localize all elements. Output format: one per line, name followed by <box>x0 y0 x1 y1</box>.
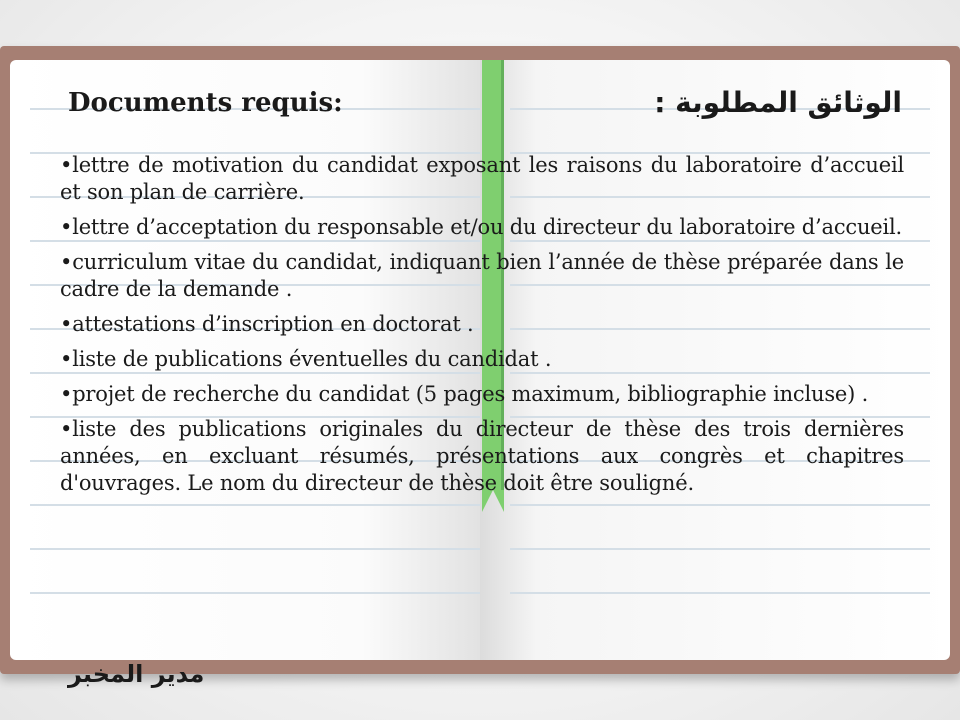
page-title-french: Documents requis: <box>68 88 343 118</box>
list-item: • lettre de motivation du candidat exposant les raisons du laboratoire d’accueil et son plan de carrière. <box>60 152 904 206</box>
ruled-line <box>510 592 930 594</box>
signature-lab-director: مدير المخبر <box>68 660 205 688</box>
list-item: • liste des publications originales du directeur de thèse des trois dernières années, en excluant résumés, présentations aux congrès et chapitres d'ouvrages. Le nom du directeur de thèse doit être souligné. <box>60 416 904 497</box>
list-item: • projet de recherche du candidat (5 pages maximum, bibliographie incluse) . <box>60 381 904 408</box>
page-title-arabic: الوثائق المطلوبة : <box>654 86 902 119</box>
list-item: • liste de publications éventuelles du candidat . <box>60 346 904 373</box>
list-item: • curriculum vitae du candidat, indiquant bien l’année de thèse préparée dans le cadre de la demande . <box>60 249 904 303</box>
ruled-line <box>510 548 930 550</box>
ruled-line <box>30 592 480 594</box>
required-documents-list <box>60 152 904 505</box>
ruled-line <box>30 548 480 550</box>
list-item: • lettre d’acceptation du responsable et/ou du directeur du laboratoire d’accueil. <box>60 214 904 241</box>
list-item: • attestations d’inscription en doctorat . <box>60 311 904 338</box>
